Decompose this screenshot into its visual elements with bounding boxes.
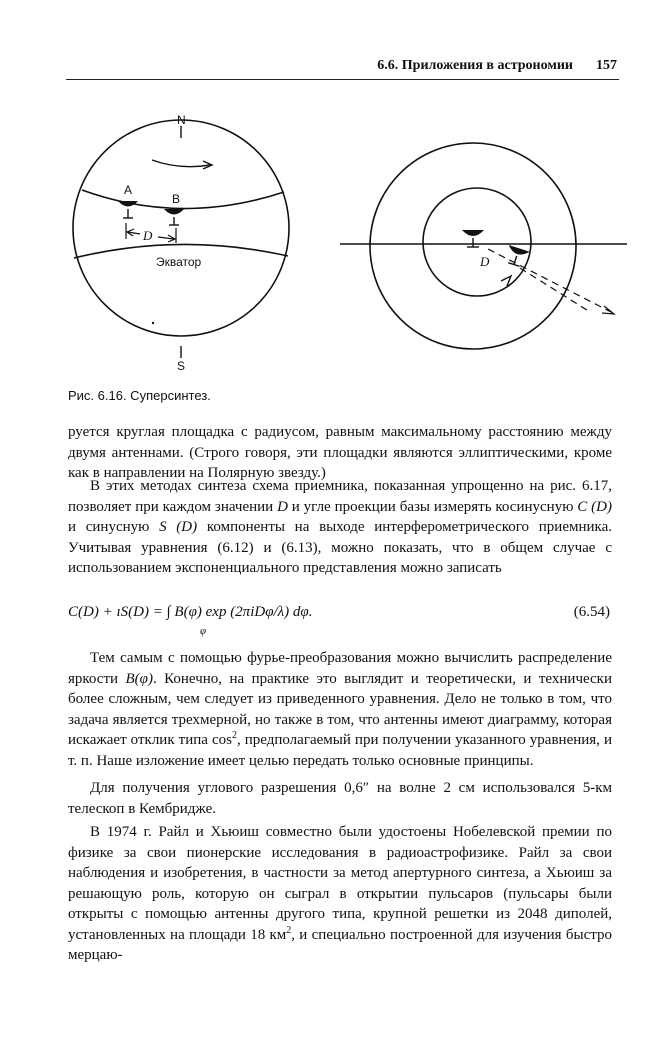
p2-start: В этих методах синтеза схема приемника, показанная упрощенно на рис. 6.17, позволяет при каждом значении bbox=[68, 478, 612, 515]
figure-supersynthesis bbox=[60, 108, 630, 388]
rotation-arrow bbox=[152, 160, 210, 167]
ray-line-2 bbox=[520, 268, 590, 312]
figure-caption: Рис. 6.16. Суперсинтез. bbox=[68, 388, 211, 403]
globe-diagram bbox=[73, 113, 289, 373]
p3-end: , предполагаемый при получении указанного уравнения, и т. п. Наше изложение имеет целью передать только основные принципы. bbox=[68, 732, 612, 769]
paragraph-1 bbox=[68, 422, 612, 484]
antenna-a bbox=[118, 201, 138, 218]
p3-superscript: 2 bbox=[231, 730, 237, 741]
p2-arg-sd: (D) bbox=[166, 519, 207, 535]
equation-integral-subscript: φ bbox=[200, 625, 207, 637]
p5-end: , и специально построенной для изучения быстро мерцаю- bbox=[68, 926, 612, 963]
p2-mid2: и синусную bbox=[68, 519, 160, 535]
p3-mid: . Конечно, на практике это выглядит и теоретически, и технически более сложным, чем следует из приведенного уравнения. Дело не только в том, что задача является трехмерной, но также в том, что антенны имеют диаграмму, которая искажает отклик типа cos bbox=[68, 670, 612, 748]
p2-end: компоненты на выходе интерферометрического приемника. Учитывая уравнения (6.12) и (6.13), можно показать, что в общем случае с использованием экспоненциального представления можно записать bbox=[68, 519, 612, 576]
paragraph-4-text: Для получения углового разрешения 0,6″ на волне 2 см использовался 5-км телескоп в Кембридже. bbox=[68, 780, 612, 817]
paragraph-4 bbox=[68, 778, 612, 819]
inner-track-circle bbox=[423, 188, 531, 296]
header-page-number: 157 bbox=[596, 58, 617, 73]
equator-label: Экватор bbox=[156, 255, 202, 269]
north-label: N bbox=[177, 113, 186, 127]
paragraph-1-text: руется круглая площадка с радиусом, равным максимальному расстоянию между двумя антеннами. (Строго говоря, эти площадки являются эллиптическими, кроме как в направлении на Полярную звезду.) bbox=[68, 424, 612, 481]
p2-arg-cd: (D) bbox=[587, 498, 613, 515]
p3-brightness: B(φ) bbox=[125, 670, 153, 687]
equation-body: C(D) + ıS(D) = ∫ B(φ) exp (2πiDφ/λ) dφ. bbox=[68, 604, 313, 620]
equation-number: (6.54) bbox=[573, 604, 610, 620]
header-section-title: 6.6. Приложения в астрономии bbox=[377, 58, 573, 73]
paragraph-3 bbox=[68, 648, 612, 771]
globe-outline bbox=[73, 120, 289, 336]
baseline-right-label: D bbox=[480, 254, 490, 269]
p2-variable-c: C bbox=[577, 498, 588, 515]
baseline-left-label: D bbox=[143, 228, 153, 243]
antenna-b bbox=[164, 209, 184, 225]
running-header bbox=[66, 57, 619, 80]
p2-mid1: и угле проекции базы измерять косинусную bbox=[287, 498, 578, 515]
equation-6-54 bbox=[68, 604, 612, 640]
ray-line-1 bbox=[488, 249, 613, 313]
p3-start: Тем самым с помощью фурье-преобразования можно вычислить распределение яркости bbox=[68, 650, 612, 687]
polar-view-diagram bbox=[340, 143, 627, 349]
south-label: S bbox=[177, 359, 186, 373]
p5-start: В 1974 г. Райл и Хьюиш совместно были удостоены Нобелевской премии по физике за свои пионерские исследования в радиоастрофизике. Райл за свои наблюдения и изобретения, в частности за метод апертурного синтеза, а Хьюиш за решающую роль, которую он сыграл в открытии пульсаров (пульсары были открыты с помощью антенны другого типа, крупной решетки из 2048 диполей, установленных на площади 18 км bbox=[68, 824, 612, 943]
p2-variable-d: D bbox=[277, 498, 288, 515]
antenna-b-label: B bbox=[172, 192, 181, 206]
p5-superscript: 2 bbox=[286, 924, 292, 936]
antenna-a-label: A bbox=[124, 183, 133, 197]
paragraph-2 bbox=[68, 476, 612, 579]
paragraph-5 bbox=[68, 822, 612, 966]
p2-variable-s: S bbox=[159, 519, 167, 535]
latitude-line bbox=[82, 190, 284, 209]
